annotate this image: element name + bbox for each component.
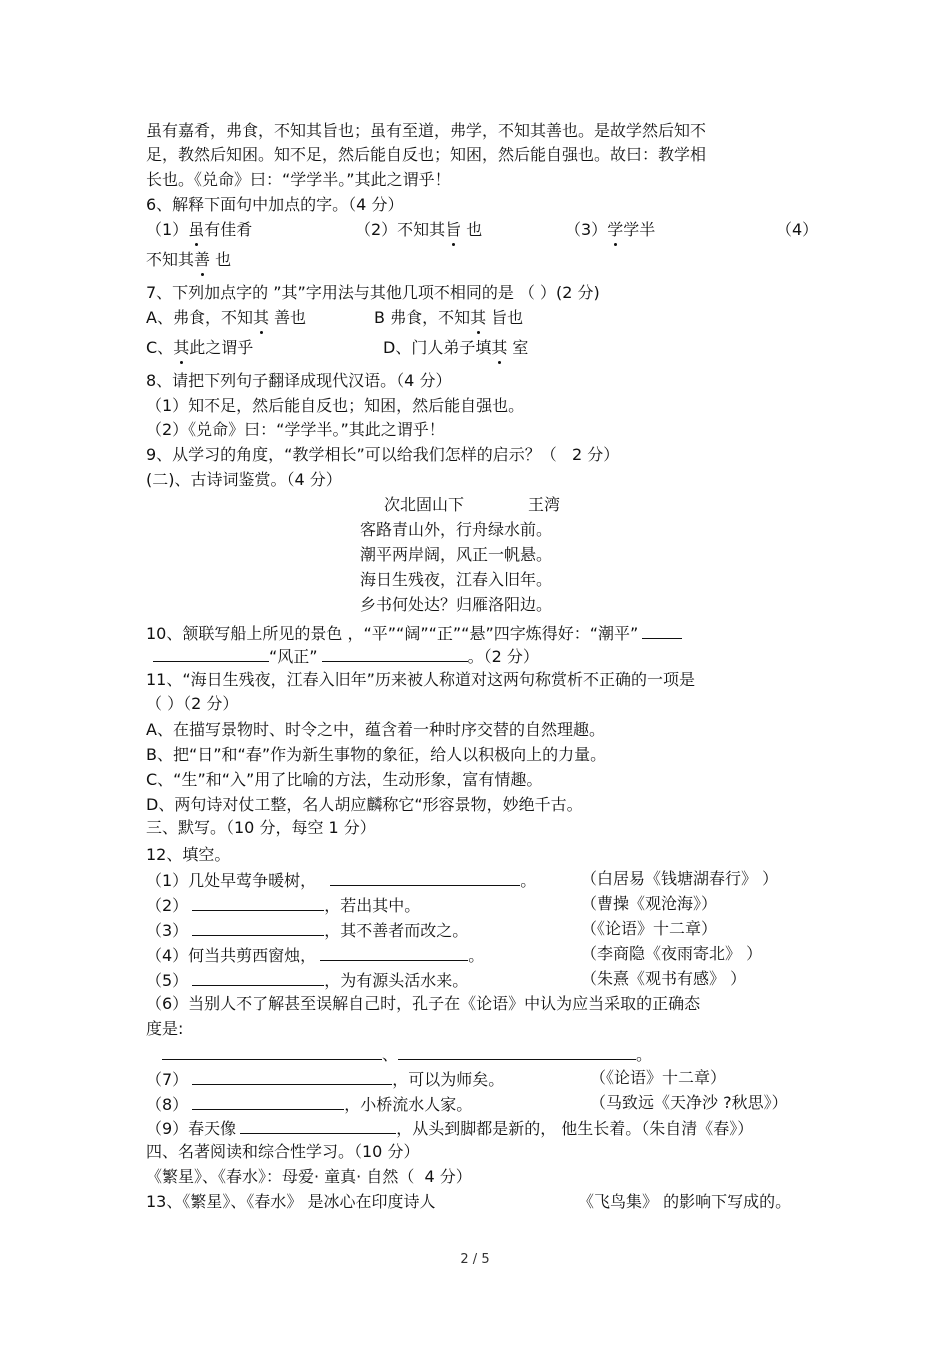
answer-blank[interactable] (192, 1093, 344, 1110)
emphasis-char: 其 (470, 308, 487, 327)
q11-option-b: B、把“日”和“春”作为新生事物的象征，给人以积极向上的力量。 (146, 745, 607, 764)
fill-source: （李商隐《夜雨寄北》 ） (581, 944, 763, 963)
q6-item-4-text: 不知其善 也 (146, 250, 232, 269)
fill-item-8: （8） ，小桥流水人家。 (146, 1095, 473, 1114)
answer-blank[interactable] (192, 969, 324, 986)
q6-item-3: （3）学学半 (565, 220, 656, 239)
q7-option-d: D、门人弟子填其 室 (383, 338, 529, 357)
q6-item-2: （2）不知其旨 也 (355, 220, 483, 239)
answer-blank[interactable] (322, 645, 468, 662)
q7-option-c: C、其此之谓乎 (146, 338, 254, 357)
question-13-cont: 《飞鸟集》 的影响下写成的。 (578, 1192, 792, 1211)
question-6: 6、解释下面句中加点的字。（4 分） (146, 195, 404, 214)
question-9: 9、从学习的角度，“教学相长”可以给我们怎样的启示？（ 2 分） (146, 445, 620, 464)
section-3-heading: 三、默写。（10 分，每空 1 分） (146, 818, 376, 837)
fill-source: （朱熹《观书有感》 ） (581, 969, 747, 988)
answer-blank[interactable] (320, 944, 468, 961)
emphasis-char: 其 (173, 338, 190, 357)
answer-blank[interactable] (192, 919, 324, 936)
answer-blank[interactable] (330, 869, 520, 886)
page-number: 2 / 5 (460, 1252, 490, 1267)
question-7: 7、下列加点字的 ”其”字用法与其他几项不相同的是 （ ）(2 分) (146, 283, 600, 302)
section-2-heading: (二)、古诗词鉴赏。（4 分） (146, 470, 342, 489)
poem-line: 乡书何处达？归雁洛阳边。 (360, 595, 553, 614)
question-13: 13、《繁星》、《春水》 是冰心在印度诗人 (146, 1192, 436, 1211)
fill-item-6-cont: 度是: (146, 1019, 184, 1038)
q11-option-d: D、两句诗对仗工整，名人胡应麟称它“形容景物，妙绝千古。 (146, 795, 583, 814)
emphasis-char: 其 (252, 308, 269, 327)
section-4-heading: 四、名著阅读和综合性学习。（10 分） (146, 1142, 420, 1161)
fill-item-9: （9）春天像 ，从头到脚都是新的， 他生长着。（朱自清《春》） (146, 1119, 754, 1138)
answer-blank[interactable] (153, 645, 269, 662)
fill-item-5: （5） ，为有源头活水来。 (146, 971, 469, 990)
fill-item-6: （6）当别人不了解甚至误解自己时，孔子在《论语》中认为应当采取的正确态 (146, 994, 701, 1013)
question-11-cont: （ ）（2 分） (146, 694, 239, 713)
answer-blank[interactable] (240, 1117, 396, 1134)
answer-blank[interactable] (162, 1043, 382, 1060)
fill-item-2: （2） ，若出其中。 (146, 896, 421, 915)
question-11: 11、“海日生残夜，江春入旧年”历来被人称道对这两句称赏析不正确的一项是 (146, 670, 695, 689)
q7-option-b: B 弗食，不知其 旨也 (374, 308, 524, 327)
answer-blank[interactable] (192, 1068, 392, 1085)
fill-source: （马致远《天净沙 ?秋思》） (590, 1093, 788, 1112)
poem-author: 王湾 (528, 495, 561, 514)
answer-blank[interactable] (192, 894, 324, 911)
question-8: 8、请把下列句子翻译成现代汉语。（4 分） (146, 371, 452, 390)
poem-line: 海日生残夜，江春入旧年。 (360, 570, 553, 589)
question-10: 10、颔联写船上所见的景色 ，“平”“阔”“正”“悬”四字炼得好：“潮平” (146, 622, 682, 644)
q6-item-4: （4） (776, 220, 819, 239)
question-10-cont: “风正” 。（2 分） (153, 645, 539, 667)
text-line: 足，教然后知困。知不足，然后能自反也；知困，然后能自强也。故曰：教学相 (146, 145, 707, 164)
q8-item-1: （1）知不足，然后能自反也；知困，然后能自强也。 (146, 396, 525, 415)
fill-item-1: （1）几处早莺争暖树， 。 (146, 871, 537, 890)
poem-title: 次北固山下 (384, 495, 465, 514)
text-line: 虽有嘉肴，弗食，不知其旨也；虽有至道，弗学，不知其善也。是故学然后知不 (146, 121, 707, 140)
question-12: 12、填空。 (146, 845, 231, 864)
emphasis-char: 善 (194, 250, 211, 269)
fill-item-4: （4）何当共剪西窗烛， 。 (146, 946, 485, 965)
q11-option-c: C、“生”和“入”用了比喻的方法，生动形象，富有情趣。 (146, 770, 543, 789)
section-4-subheading: 《繁星》、《春水》：母爱· 童真· 自然（ 4 分） (146, 1167, 472, 1186)
q6-item-1: （1）虽有佳肴 (146, 220, 253, 239)
q7-option-a: A、弗食，不知其 善也 (146, 308, 307, 327)
fill-item-6-answers: 、 。 (162, 1043, 652, 1065)
q11-option-a: A、在描写景物时、时令之中，蕴含着一种时序交替的自然理趣。 (146, 720, 605, 739)
text-line: 长也。《兑命》曰：“学学半。”其此之谓乎！ (146, 170, 451, 189)
emphasis-char: 旨 (445, 220, 462, 239)
emphasis-char: 虽 (188, 220, 205, 239)
answer-blank[interactable] (642, 622, 682, 639)
poem-line: 潮平两岸阔，风正一帆悬。 (360, 545, 553, 564)
emphasis-char: 学 (607, 220, 624, 239)
fill-source: （《论语》十二章） (581, 919, 718, 938)
fill-item-7: （7） ，可以为师矣。 (146, 1070, 505, 1089)
fill-source: （曹操《观沧海》） (581, 894, 718, 913)
fill-source: （白居易《钱塘湖春行》 ） (581, 869, 779, 888)
fill-source: （《论语》十二章） (590, 1068, 727, 1087)
emphasis-char: 其 (491, 338, 508, 357)
poem-line: 客路青山外，行舟绿水前。 (360, 520, 553, 539)
fill-item-3: （3） ，其不善者而改之。 (146, 921, 469, 940)
q8-item-2: （2）《兑命》曰：“学学半。”其此之谓乎！ (146, 420, 445, 439)
answer-blank[interactable] (398, 1043, 636, 1060)
